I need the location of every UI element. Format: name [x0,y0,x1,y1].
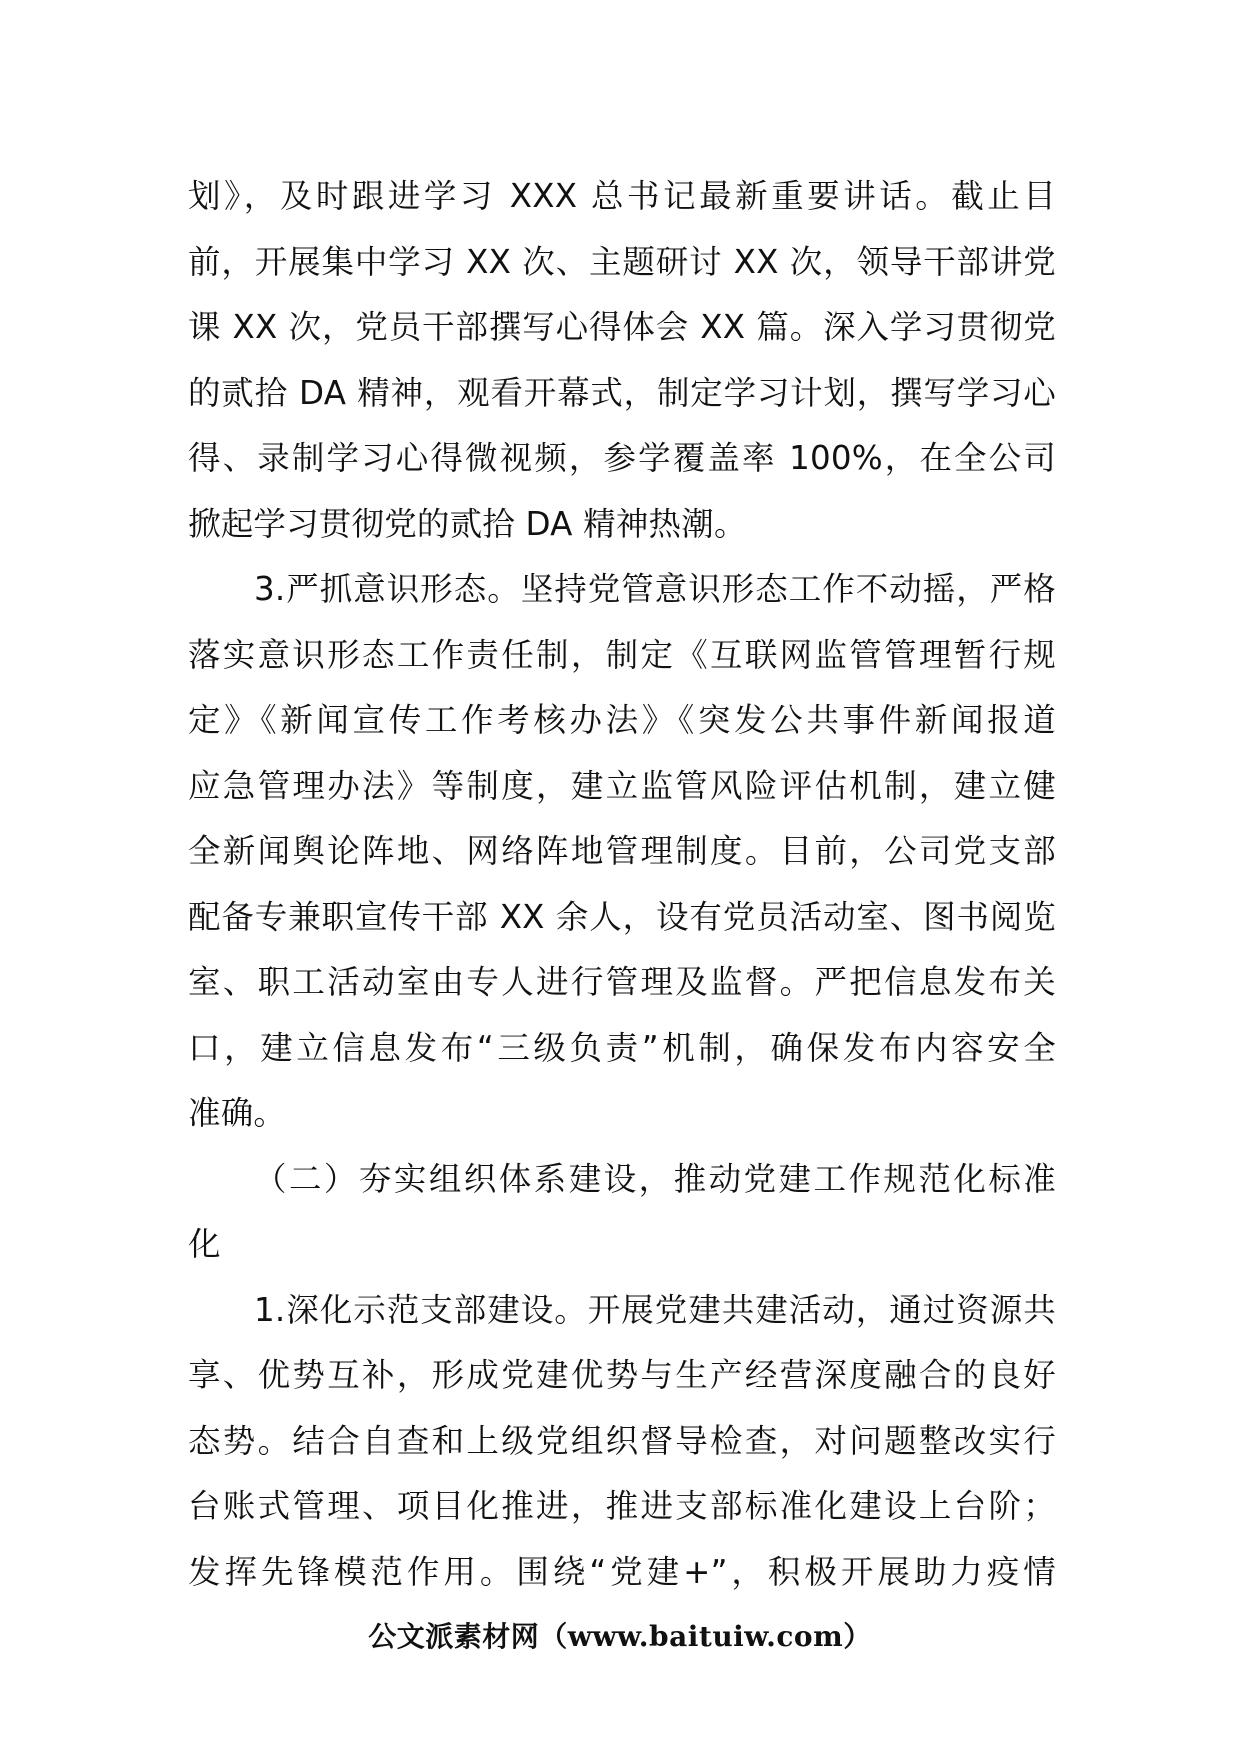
text-line: 得、录制学习心得微视频，参学覆盖率 100%，在全公司 [188,439,1056,477]
text-line: 落实意识形态工作责任制，制定《互联网监管管理暂行规 [188,635,1056,674]
paragraph-first-line: 1.深化示范支部建设。开展党建共建活动，通过资源共 [254,1290,1056,1329]
text-line: 室、职工活动室由专人进行管理及监督。严把信息发布关 [188,963,1056,1001]
document-body [188,164,1056,1605]
text-line: 准确。 [188,1094,287,1132]
text-line: 前，开展集中学习 XX 次、主题研讨 XX 次，领导干部讲党 [188,242,1056,281]
footer-watermark: 公文派素材网（www.baituiw.com） [368,1620,872,1653]
text-line: 掀起学习贯彻党的贰拾 DA 精神热潮。 [188,504,747,543]
text-line: 发挥先锋模范作用。围绕“党建+”，积极开展助力疫情 [188,1552,1056,1591]
text-line: 全新闻舆论阵地、网络阵地管理制度。目前，公司党支部 [188,832,1056,870]
text-line: 享、优势互补，形成党建优势与生产经营深度融合的良好 [188,1356,1056,1394]
text-line: 态势。结合自查和上级党组织督导检查，对问题整改实行 [188,1421,1056,1460]
text-line: 课 XX 次，党员干部撰写心得体会 XX 篇。深入学习贯彻党 [188,308,1056,346]
text-line: 应急管理办法》等制度，建立监管风险评估机制，建立健 [188,766,1056,805]
text-line: 定》《新闻宣传工作考核办法》《突发公共事件新闻报道 [188,701,1056,739]
text-line: 口，建立信息发布“三级负责”机制，确保发布内容安全 [188,1028,1056,1067]
paragraph-first-line: 3.严抓意识形态。坚持党管意识形态工作不动摇，严格 [254,570,1056,608]
text-line: 的贰拾 DA 精神，观看开幕式，制定学习计划，撰写学习心 [188,373,1056,412]
text-line: 划》，及时跟进学习 XXX 总书记最新重要讲话。截止目 [188,177,1056,215]
section-heading-continuation: 化 [188,1225,221,1263]
text-line: 配备专兼职宣传干部 XX 余人，设有党员活动室、图书阅览 [188,897,1056,936]
section-heading: （二）夯实组织体系建设，推动党建工作规范化标准 [254,1159,1056,1198]
text-line: 台账式管理、项目化推进，推进支部标准化建设上台阶； [188,1487,1056,1525]
